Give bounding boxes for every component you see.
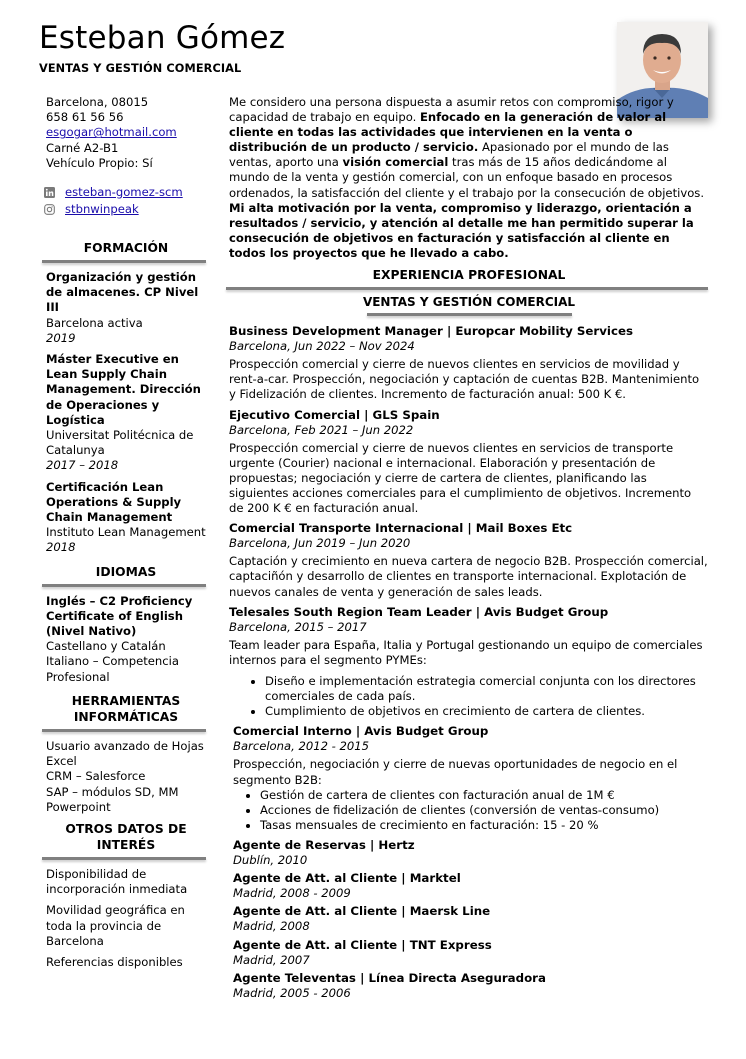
job-bullet: • Gestión de cartera de clientes con facturación anual de 1M € <box>260 788 709 803</box>
job-entry <box>233 871 709 901</box>
job-meta: Madrid, 2008 <box>233 919 310 934</box>
job-meta: Madrid, 2008 - 2009 <box>233 886 351 901</box>
job-bullet: • Diseño e implementación estrategia comercial conjunta con los directores comerciales de cada país. <box>265 674 709 704</box>
job-title: Agente Televentas | Línea Directa Aseguradora <box>233 970 546 985</box>
summary-highlight: Enfocado en la generación de valor al cliente en todas las actividades que intervienen en la venta o distribución de un producto / servicio. <box>229 110 667 155</box>
vehicle: Vehículo Propio: Sí <box>46 155 153 170</box>
contact-block <box>46 95 214 171</box>
job-meta: Madrid, 2007 <box>233 952 310 967</box>
phone: 658 61 56 56 <box>46 110 124 125</box>
social-links <box>46 184 214 218</box>
section-heading-experiencia: EXPERIENCIA PROFESIONAL <box>372 268 566 283</box>
job-meta: Barcelona, 2015 – 2017 <box>229 619 367 634</box>
section-divider <box>42 857 206 860</box>
job-meta: Barcelona, 2012 - 2015 <box>233 739 370 754</box>
candidate-name: Esteban Gómez <box>39 20 286 56</box>
social-item-instagram <box>44 201 214 218</box>
job-description: Prospección comercial y cierre de nuevos clientes en servicios de movilidad y rent-a-car. Prospección, negociación y captación de cuentas B2B. Mantenimiento y Fidelización de clientes. Incremento de facturación anual: 500 K €. <box>229 357 700 402</box>
tool-item: CRM – Salesforce <box>46 769 146 784</box>
tool-item: Usuario avanzado de Hojas Excel <box>46 738 204 769</box>
section-divider <box>42 584 206 587</box>
job-bullet: • Cumplimiento de objetivos en crecimiento de cartera de clientes. <box>265 704 709 719</box>
section-heading-formacion: FORMACIÓN <box>83 241 169 256</box>
other-item: Movilidad geográfica en toda la provincia de Barcelona <box>46 903 185 948</box>
summary-text: tras más de 15 años dedicándome al mundo de la venta y gestión comercial, con un enfoque basado en procesos ordenados, la satisfacción del cliente y el trabajo por la consecución de objetivos. <box>229 155 705 200</box>
job-title: Comercial Interno | Avis Budget Group <box>233 724 489 739</box>
linkedin-icon <box>44 187 55 198</box>
job-bullet: • Acciones de fidelización de clientes (conversión de ventas-consumo) <box>260 803 709 818</box>
job-description: Team leader para España, Italia y Portugal gestionando un equipo de comerciales internos para el segmento PYMEs: <box>229 637 703 667</box>
education-item <box>46 270 214 346</box>
job-meta: Madrid, 2005 - 2006 <box>233 985 351 1000</box>
instagram-icon <box>44 204 55 215</box>
sidebar <box>46 95 214 970</box>
job-entry <box>229 324 709 402</box>
other-item: Referencias disponibles <box>46 954 183 969</box>
summary-highlight: Mi alta motivación por la venta, compromiso y liderazgo, orientación a resultados / servicio, y atención al detalle me han permitido superar la consecución de objetivos en facturación y satisfacción al cliente en todos los proyectos que he llevado a cabo. <box>229 200 694 260</box>
education-item <box>46 352 214 474</box>
job-entry <box>229 521 709 599</box>
education-title: Organización y gestión de almacenes. CP Nivel III <box>46 270 199 315</box>
job-entry <box>233 971 709 1001</box>
job-entry <box>233 904 709 934</box>
subsection-heading: VENTAS Y GESTIÓN COMERCIAL <box>362 295 576 310</box>
tool-item: SAP – módulos SD, MM <box>46 784 179 799</box>
section-heading-otros: OTROS DATOS DE INTERÉS <box>65 821 187 852</box>
section-divider <box>42 729 206 732</box>
education-date: 2017 – 2018 <box>46 458 119 473</box>
job-title: Telesales South Region Team Leader | Avis Budget Group <box>229 604 609 619</box>
job-bullets <box>233 788 709 833</box>
summary-text: Apasionado por el mundo de las ventas, aporto una <box>229 140 669 170</box>
social-item-linkedin <box>44 184 214 201</box>
subsection-divider <box>367 313 572 316</box>
main-content <box>229 95 709 1004</box>
job-description: Prospección, negociación y cierre de nuevas oportunidades de negocio en el segmento B2B: <box>233 757 678 787</box>
job-title: Agente de Reservas | Hertz <box>233 837 415 852</box>
job-title: Agente de Att. al Cliente | TNT Express <box>233 937 492 952</box>
job-entry <box>233 724 709 833</box>
section-divider <box>226 287 708 290</box>
other-item: Disponibilidad de incorporación inmediata <box>46 866 188 897</box>
education-institution: Universitat Politécnica de Catalunya <box>46 428 194 458</box>
summary-highlight: visión comercial <box>342 155 449 170</box>
job-bullet: • Tasas mensuales de crecimiento en facturación: 15 - 20 % <box>260 818 709 833</box>
job-title: Agente de Att. al Cliente | Marktel <box>233 871 461 886</box>
job-description: Captación y crecimiento en nueva cartera de negocio B2B. Prospección comercial, captaciñón y desarrollo de clientes en transporte internacional. Explotación de nuevos canales de venta y generación de sales leads. <box>229 554 708 599</box>
job-meta: Barcelona, Jun 2022 – Nov 2024 <box>229 339 415 354</box>
instagram-link[interactable]: stbnwinpeak <box>65 201 139 216</box>
job-meta: Barcelona, Feb 2021 – Jun 2022 <box>229 422 414 437</box>
language-item: Castellano y Catalán <box>46 639 166 654</box>
education-title: Máster Executive en Lean Supply Chain Management. Dirección de Operaciones y Logística <box>46 352 201 427</box>
language-item: Italiano – Competencia Profesional <box>46 654 179 684</box>
section-heading-herramientas: HERRAMIENTAS INFORMÁTICAS <box>71 693 181 724</box>
education-institution: Barcelona activa <box>46 315 143 330</box>
job-meta: Barcelona, Jun 2019 – Jun 2020 <box>229 536 411 551</box>
education-date: 2019 <box>46 330 76 345</box>
job-entry <box>233 938 709 968</box>
job-description: Prospección comercial y cierre de nuevos clientes en servicios de transporte urgente (Courier) nacional e internacional. Elaboración y presentación de propuestas; negociación y cierre de cartera de clientes, planificando las siguientes acciones comerciales para el cumplimiento de objetivos. Incremento de 200 K € en facturación anual. <box>229 440 692 516</box>
language-primary: Inglés – C2 Proficiency Certificate of English (Nivel Nativo) <box>46 593 193 639</box>
job-title: Comercial Transporte Internacional | Mail Boxes Etc <box>229 521 573 536</box>
job-title: Business Development Manager | Europcar Mobility Services <box>229 324 633 339</box>
candidate-subtitle: VENTAS Y GESTIÓN COMERCIAL <box>39 62 242 75</box>
summary-text: Me considero una persona dispuesta a asumir retos con compromiso, rigor y capacidad de trabajo en equipo. <box>229 95 674 125</box>
education-item <box>46 480 214 556</box>
job-entry <box>229 408 709 517</box>
linkedin-link[interactable]: esteban-gomez-scm <box>65 184 183 199</box>
education-title: Certificación Lean Operations & Supply Chain Management <box>46 479 182 525</box>
education-institution: Instituto Lean Management <box>46 525 206 540</box>
job-entry <box>229 605 709 720</box>
section-divider <box>42 260 206 263</box>
job-title: Ejecutivo Comercial | GLS Spain <box>229 407 440 422</box>
driving-license: Carné A2-B1 <box>46 140 119 155</box>
job-title: Agente de Att. al Cliente | Maersk Line <box>233 904 491 919</box>
profile-summary <box>229 95 704 261</box>
job-meta: Dublín, 2010 <box>233 853 308 868</box>
education-date: 2018 <box>46 540 76 555</box>
job-bullets <box>229 674 709 719</box>
address: Barcelona, 08015 <box>46 95 149 109</box>
tool-item: Powerpoint <box>46 799 111 814</box>
job-entry <box>233 838 709 868</box>
email-link[interactable]: esgogar@hotmail.com <box>46 125 177 140</box>
section-heading-idiomas: IDIOMAS <box>95 564 157 579</box>
